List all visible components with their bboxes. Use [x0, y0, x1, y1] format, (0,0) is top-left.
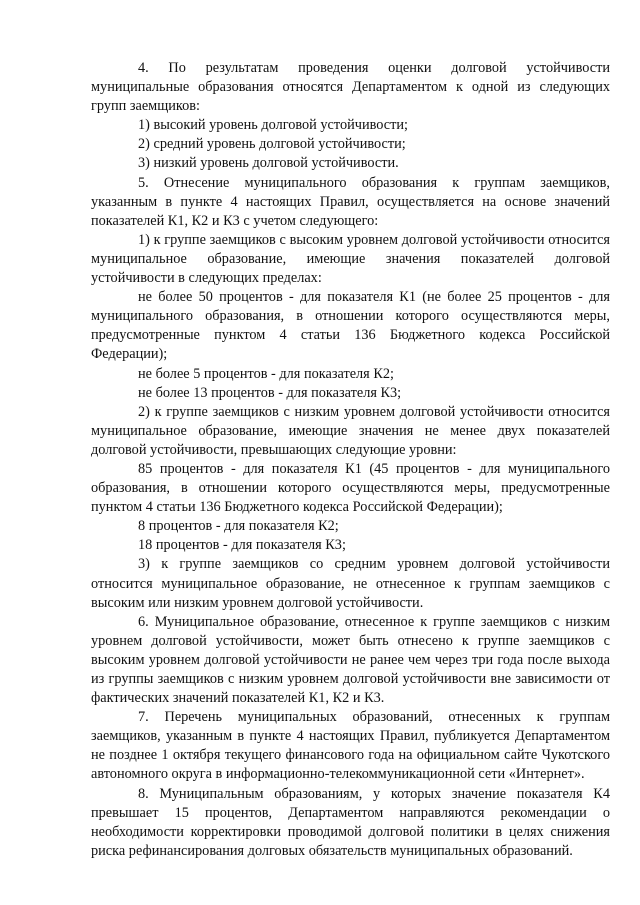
paragraph-5-3: 3) к группе заемщиков со средним уровнем долговой устойчивости относится муниципальное образование, не отнесенное к группам заемщиков с высоким или низким уровнем долговой устойчивости.: [91, 556, 610, 611]
list-item-medium-stability: 2) средний уровень долговой устойчивости;: [138, 136, 406, 153]
threshold-k1-high: не более 50 процентов - для показателя К1 (не более 25 процентов - для муниципального образования, в отношении которого осуществляются меры, предусмотренные пунктом 4 статьи 136 Бюджетного кодекса Российской Федерации);: [91, 289, 610, 363]
threshold-k2-high: не более 5 процентов - для показателя К2;: [138, 365, 394, 382]
paragraph-5-2: 2) к группе заемщиков с низким уровнем долговой устойчивости относится муниципальное образование, имеющие значения не менее двух показателей долговой устойчивости, превышающих следующие уровни:: [91, 403, 610, 458]
paragraph-5-1: 1) к группе заемщиков с высоким уровнем долговой устойчивости относится муниципальное образование, имеющие значения показателей долговой устойчивости в следующих пределах:: [91, 231, 610, 287]
paragraph-5: 5. Отнесение муниципального образования к группам заемщиков, указанным в пункте 4 настоящих Правил, осуществляется на основе значений показателей К1, К2 и К3 с учетом следующего:: [91, 174, 610, 229]
threshold-k3-low: 18 процентов - для показателя К3;: [138, 537, 346, 554]
paragraph-4: 4. По результатам проведения оценки долговой устойчивости муниципальные образования относятся Департаментом к одной из следующих групп заемщиков:: [91, 60, 610, 115]
threshold-k2-low: 8 процентов - для показателя К2;: [138, 518, 339, 535]
paragraph-7: 7. Перечень муниципальных образований, отнесенных к группам заемщиков, указанным в пункте 4 настоящих Правил, публикуется Департаментом не позднее 1 октября текущего финансового года на официальном сайте Чукотского автономного округа в информационно-телекоммуникационной сети «Интернет».: [91, 709, 610, 783]
list-item-high-stability: 1) высокий уровень долговой устойчивости;: [138, 117, 408, 134]
threshold-k3-high: не более 13 процентов - для показателя К3;: [138, 384, 402, 401]
paragraph-6: 6. Муниципальное образование, отнесенное к группе заемщиков с низким уровнем долговой устойчивости, может быть отнесено к группе заемщиков с высоким уровнем долговой устойчивости не ранее чем через три года после выхода из группы заемщиков с низким уровнем долговой устойчивости вне зависимости от фактических значений показателей К1, К2 и К3.: [91, 613, 610, 707]
paragraph-8: 8. Муниципальным образованиям, у которых значение показателя К4 превышает 15 процентов, Департаментом направляются рекомендации о необходимости корректировки проводимой долговой политики в целях снижения риска рефинансирования долговых обязательств муниципальных образований.: [91, 785, 610, 859]
threshold-k1-low: 85 процентов - для показателя К1 (45 процентов - для муниципального образования, в отношении которого осуществляются меры, предусмотренные пунктом 4 статьи 136 Бюджетного кодекса Российской Федерации);: [91, 460, 610, 516]
list-item-low-stability: 3) низкий уровень долговой устойчивости.: [138, 155, 399, 172]
